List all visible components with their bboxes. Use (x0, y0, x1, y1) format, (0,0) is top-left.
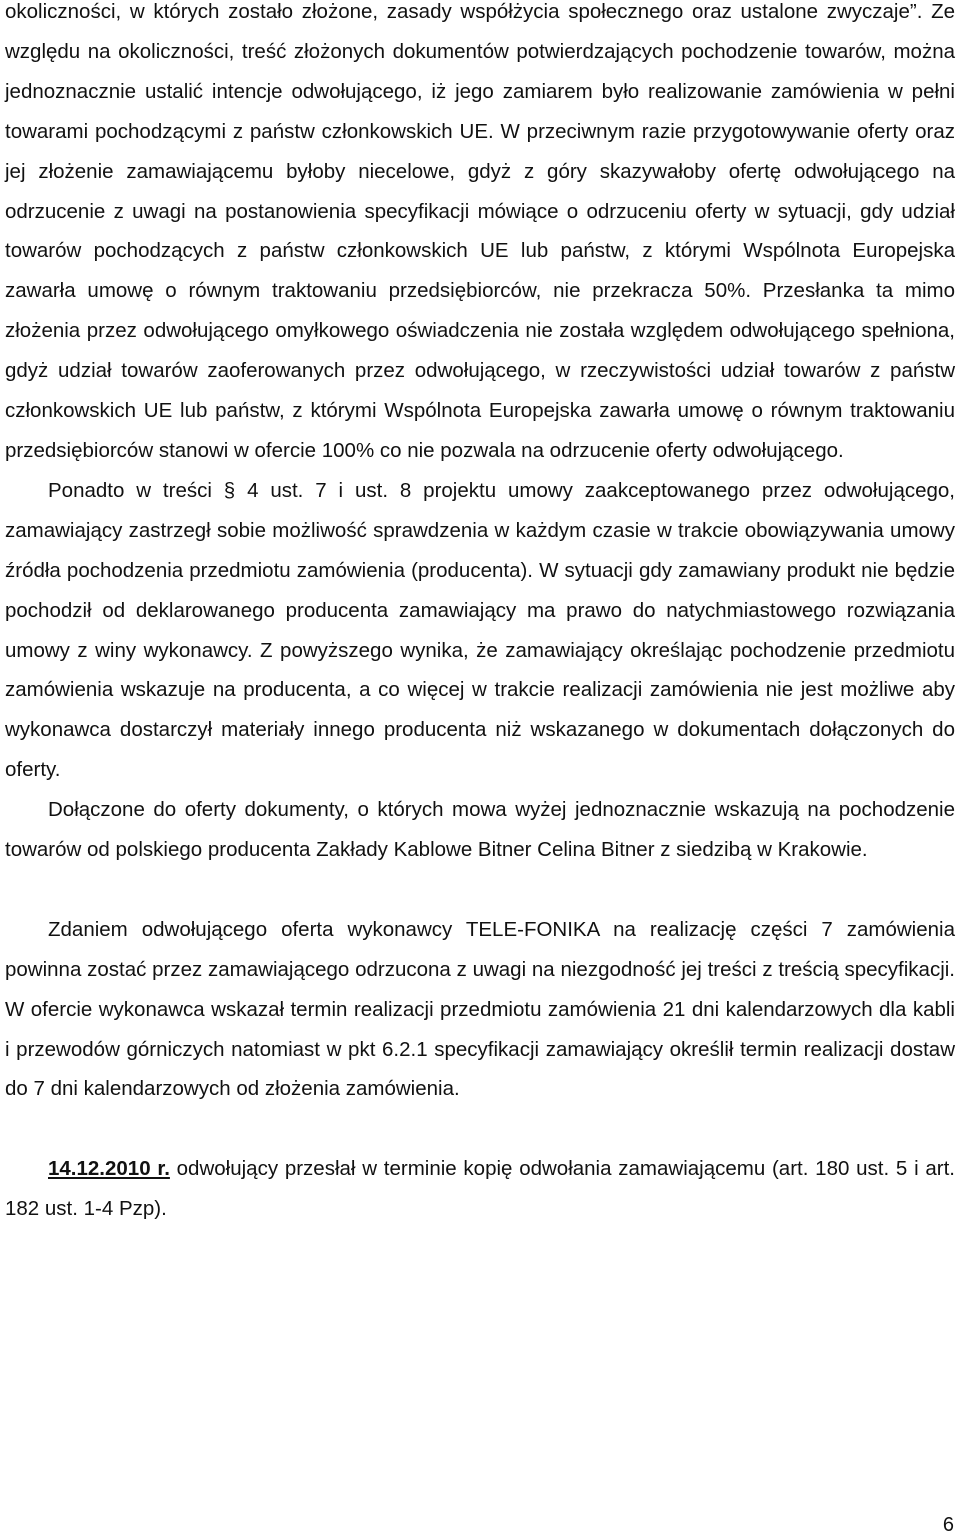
paragraph-5-text: odwołujący przesłał w terminie kopię odwołania zamawiającemu (art. 180 ust. 5 i art. 182 ust. 1-4 Pzp). (5, 1157, 955, 1221)
paragraph-2: Ponadto w treści § 4 ust. 7 i ust. 8 projektu umowy zaakceptowanego przez odwołującego, zamawiający zastrzegł sobie możliwość sprawdzenia w każdym czasie w trakcie obowiązywania umowy źródła pochodzenia przedmiotu zamówienia (producenta). W sytuacji gdy zamawiany produkt nie będzie pochodził od deklarowanego producenta zamawiający ma prawo do natychmiastowego rozwiązania umowy z winy wykonawcy. Z powyższego wynika, że zamawiający określając pochodzenie przedmiotu zamówienia wskazuje na producenta, a co więcej w trakcie realizacji zamówienia nie jest możliwe aby wykonawca dostarczył materiały innego producenta niż wskazanego w dokumentach dołączonych do oferty. (5, 478, 955, 782)
paragraph-gap (5, 1109, 955, 1149)
paragraph-4: Zdaniem odwołującego oferta wykonawcy TELE-FONIKA na realizację części 7 zamówienia powinna zostać przez zamawiającego odrzucona z uwagi na niezgodność jej treści z treścią specyfikacji. W ofercie wykonawca wskazał termin realizacji przedmiotu zamówienia 21 dni kalendarzowych dla kabli i przewodów górniczych natomiast w pkt 6.2.1 specyfikacji zamawiający określił termin realizacji dostaw do 7 dni kalendarzowych od złożenia zamówienia. (5, 917, 955, 1101)
page-number: 6 (942, 1514, 954, 1536)
document-page (5, 0, 955, 1229)
filing-date: 14.12.2010 r. (48, 1157, 170, 1181)
paragraph-gap (5, 870, 955, 910)
paragraph-1: okoliczności, w których zostało złożone, zasady współżycia społecznego oraz ustalone zwyczaje”. Ze względu na okoliczności, treść złożonych dokumentów potwierdzających pochodzenie towarów, można jednoznacznie ustalić intencje odwołującego, iż jego zamiarem było realizowanie zamówienia w pełni towarami pochodzącymi z państw członkowskich UE. W przeciwnym razie przygotowywanie oferty oraz jej złożenie zamawiającemu byłoby niecelowe, gdyż z góry skazywałoby ofertę odwołującego na odrzucenie z uwagi na postanowienia specyfikacji mówiące o odrzuceniu oferty w sytuacji, gdy udział towarów pochodzących z państw członkowskich UE lub państw, z którymi Wspólnota Europejska zawarła umowę o równym traktowaniu przedsiębiorców, nie przekracza 50%. Przesłanka ta mimo złożenia przez odwołującego omyłkowego oświadczenia nie została względem odwołującego spełniona, gdyż udział towarów zaoferowanych przez odwołującego, w rzeczywistości udział towarów z państw członkowskich UE lub państw, z którymi Wspólnota Europejska zawarła umowę o równym traktowaniu przedsiębiorców stanowi w ofercie 100% co nie pozwala na odrzucenie oferty odwołującego. (5, 0, 955, 462)
paragraph-3: Dołączone do oferty dokumenty, o których mowa wyżej jednoznacznie wskazują na pochodzenie towarów od polskiego producenta Zakłady Kablowe Bitner Celina Bitner z siedzibą w Krakowie. (5, 798, 955, 862)
paragraph-5 (5, 1149, 955, 1229)
